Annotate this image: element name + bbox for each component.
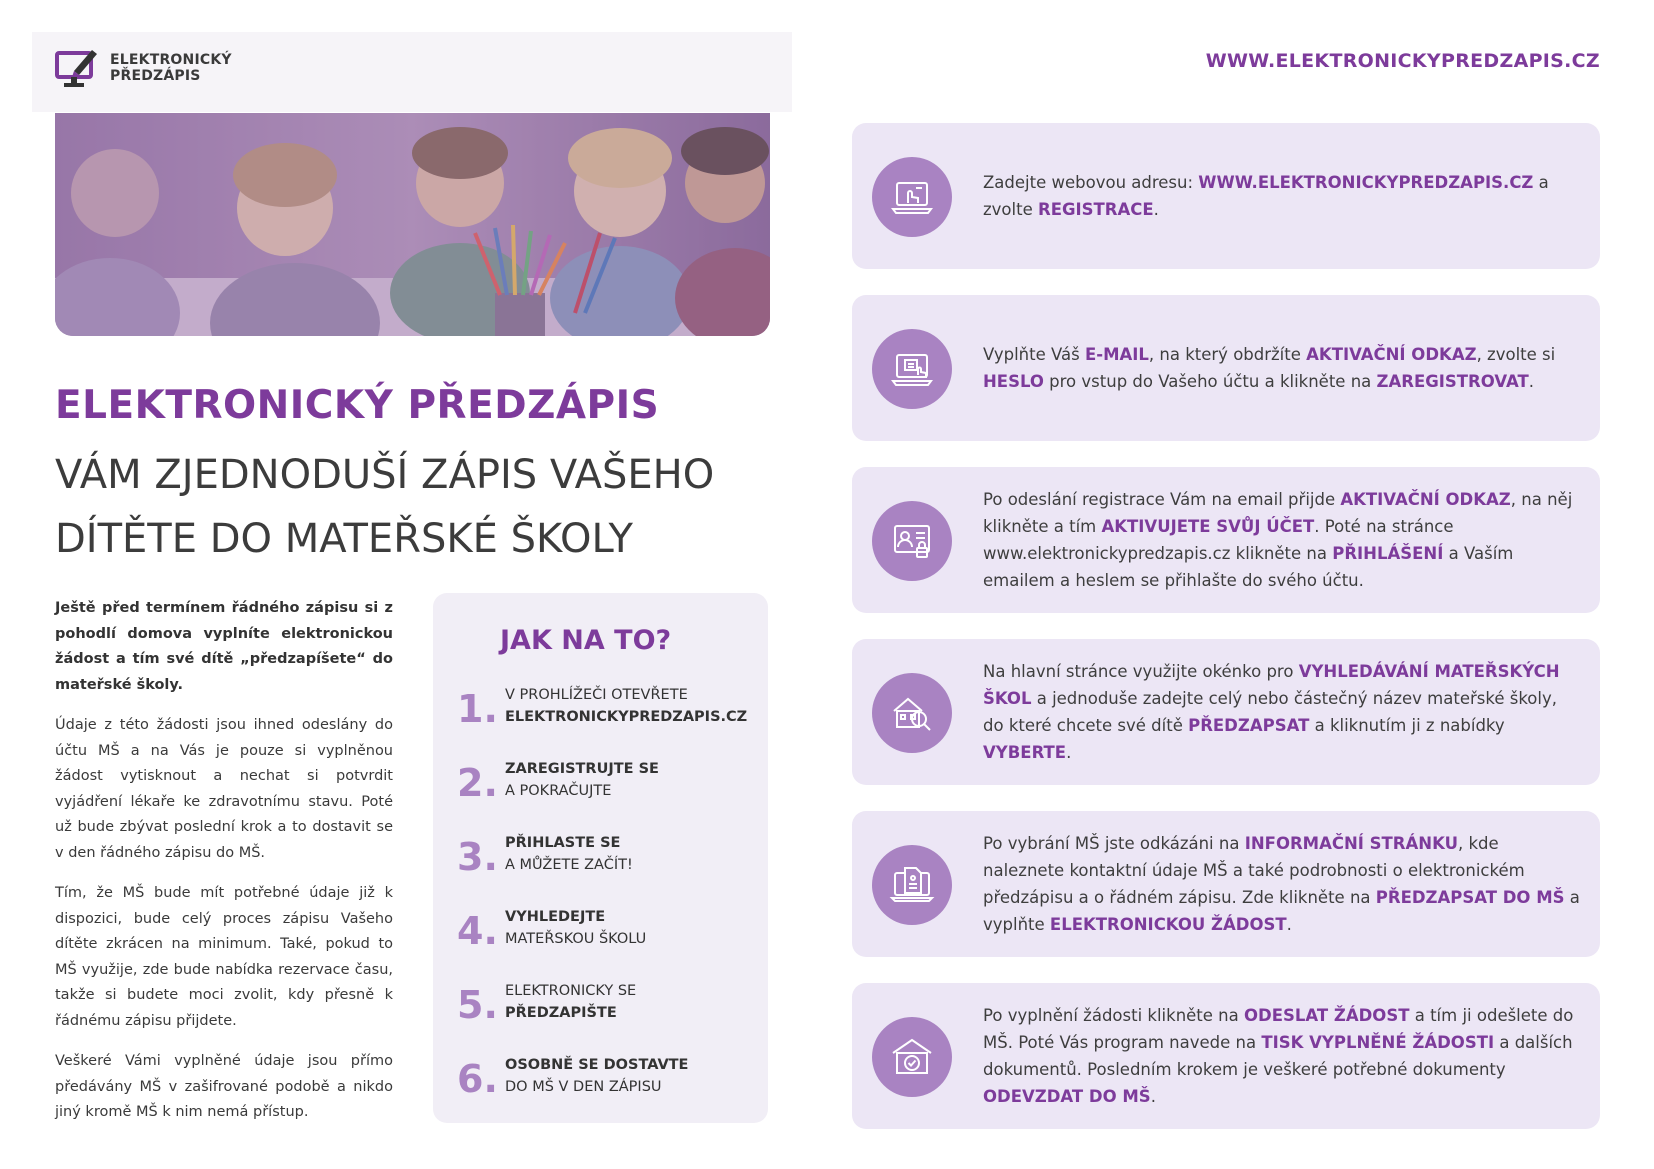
card-text-run: . bbox=[1150, 1087, 1156, 1106]
highlight-text: ZAREGISTROVAT bbox=[1376, 372, 1529, 391]
card-text-run: , kde naleznete kontaktní údaje MŠ a také podrobnosti o elektronickém předzápisu a o řádném zápisu. Zde klikněte na bbox=[983, 834, 1525, 907]
step-3 bbox=[457, 833, 633, 877]
step-line-1: V PROHLÍŽEČI OTEVŘETE bbox=[505, 687, 688, 703]
card-text-run: . Poté na stránce www.elektronickypredzapis.cz klikněte na bbox=[983, 517, 1454, 563]
highlight-text: TISK VYPLNĚNÉ ŽÁDOSTI bbox=[1261, 1033, 1495, 1052]
intro-paragraph-2: Tím, že MŠ bude mít potřebné údaje již k dispozici, bude celý proces zápisu Vašeho dítěte zkrácen na minimum. Také, pokud to MŠ využije, zde bude nabídka rezervace času, takže si budete moci zvolit, kdy přesně k řádnému zápisu přijdete. bbox=[55, 885, 393, 1029]
subtitle-line-2: DÍTĚTE DO MATEŘSKÉ ŠKOLY bbox=[55, 516, 633, 562]
card-text-run: , zvolte si bbox=[1476, 345, 1556, 364]
card-text-run: a zvolte bbox=[983, 173, 1549, 219]
instruction-card-4 bbox=[852, 639, 1600, 785]
step-text bbox=[505, 833, 633, 876]
step-number: 5. bbox=[457, 983, 498, 1027]
card-text-run: . bbox=[1153, 200, 1159, 219]
card-text bbox=[983, 830, 1580, 938]
page-title: ELEKTRONICKÝ PŘEDZÁPIS bbox=[55, 383, 660, 428]
logo-text bbox=[110, 52, 232, 84]
account-lock-icon bbox=[872, 501, 952, 581]
step-number: 6. bbox=[457, 1057, 498, 1101]
highlight-text: ODEVZDAT DO MŠ bbox=[983, 1087, 1151, 1106]
card-text-run: a dalších dokumentů. Posledním krokem je veškeré potřebné dokumenty bbox=[983, 1033, 1573, 1079]
highlight-text: INFORMAČNÍ STRÁNKU bbox=[1244, 834, 1458, 853]
page-subtitle bbox=[55, 443, 775, 571]
card-text-run: , na který obdržíte bbox=[1148, 345, 1307, 364]
step-5 bbox=[457, 981, 636, 1025]
logo-line-2: PŘEDZÁPIS bbox=[110, 68, 201, 84]
intro-paragraph-1: Údaje z této žádosti jsou ihned odeslány do účtu MŠ a na Vás je pouze si vyplněnou žádost vytisknout a nechat si potvrdit vyjádření lékaře ke zdravotnímu stavu. Poté už bude zbývat poslední krok a to dostavit se v den řádného zápisu do MŠ. bbox=[55, 717, 393, 861]
highlight-text: PŘEDZAPSAT bbox=[1188, 716, 1310, 735]
highlight-text: PŘEDZAPSAT DO MŠ bbox=[1375, 888, 1565, 907]
step-line-2: A MŮŽETE ZAČÍT! bbox=[505, 856, 633, 873]
website-url-link[interactable]: WWW.ELEKTRONICKYPREDZAPIS.CZ bbox=[1205, 50, 1600, 72]
card-text-run: Po vyplnění žádosti klikněte na bbox=[983, 1006, 1244, 1025]
card-text-run: a vyplňte bbox=[983, 888, 1580, 934]
step-4 bbox=[457, 907, 646, 951]
instruction-card-6 bbox=[852, 983, 1600, 1129]
step-text bbox=[505, 759, 659, 802]
step-line-2: MATEŘSKOU ŠKOLU bbox=[505, 930, 647, 947]
step-line-1: OSOBNĚ SE DOSTAVTE bbox=[505, 1057, 689, 1073]
card-text-run: pro vstup do Vašeho účtu a klikněte na bbox=[1043, 372, 1377, 391]
school-search-icon bbox=[872, 673, 952, 753]
highlight-text: E-MAIL bbox=[1084, 345, 1149, 364]
card-text-run: a tím ji odešlete do MŠ. Poté Vás program navede na bbox=[983, 1006, 1574, 1052]
step-line-2: A POKRAČUJTE bbox=[505, 782, 612, 799]
highlight-text: AKTIVUJETE SVŮJ ÚČET bbox=[1101, 517, 1315, 536]
card-text-run: a kliknutím ji z nabídky bbox=[1309, 716, 1505, 735]
document-screen-icon bbox=[872, 845, 952, 925]
card-text-run: a Vaším emailem a heslem se přihlašte do svého účtu. bbox=[983, 544, 1514, 590]
instruction-card-3 bbox=[852, 467, 1600, 613]
card-text bbox=[983, 169, 1580, 223]
highlight-text: VYHLEDÁVÁNÍ MATEŘSKÝCH ŠKOL bbox=[983, 662, 1560, 708]
step-number: 1. bbox=[457, 687, 498, 731]
how-to-box bbox=[433, 593, 768, 1123]
step-number: 4. bbox=[457, 909, 498, 953]
card-text-run: , na něj klikněte a tím bbox=[983, 490, 1573, 536]
step-number: 2. bbox=[457, 761, 498, 805]
card-text-run: Po vybrání MŠ jste odkázáni na bbox=[983, 834, 1245, 853]
highlight-text: ELEKTRONICKOU ŽÁDOST bbox=[1049, 915, 1287, 934]
step-text bbox=[505, 1055, 688, 1098]
step-2 bbox=[457, 759, 659, 803]
step-line-2: ELEKTRONICKYPREDZAPIS.CZ bbox=[505, 708, 748, 725]
highlight-text: AKTIVAČNÍ ODKAZ bbox=[1306, 345, 1477, 364]
highlight-text: AKTIVAČNÍ ODKAZ bbox=[1340, 490, 1511, 509]
step-text bbox=[505, 907, 646, 950]
highlight-text: REGISTRACE bbox=[1037, 200, 1154, 219]
instruction-card-5 bbox=[852, 811, 1600, 957]
card-text-run: Na hlavní stránce využijte okénko pro bbox=[983, 662, 1299, 681]
highlight-text: VYBERTE bbox=[983, 743, 1067, 762]
card-text-run: Vyplňte Váš bbox=[983, 345, 1085, 364]
step-line-1: VYHLEDEJTE bbox=[505, 909, 606, 925]
monitor-pen-logo-icon bbox=[54, 44, 102, 92]
laptop-hand-icon bbox=[872, 157, 952, 237]
highlight-text: ODESLAT ŽÁDOST bbox=[1244, 1006, 1410, 1025]
hero-photo-children-drawing bbox=[55, 113, 770, 336]
instruction-card-1 bbox=[852, 123, 1600, 269]
step-6 bbox=[457, 1055, 688, 1099]
registration-form-icon bbox=[872, 329, 952, 409]
school-check-icon bbox=[872, 1017, 952, 1097]
how-to-title: JAK NA TO? bbox=[500, 625, 672, 656]
card-text-run: Po odeslání registrace Vám na email přijde bbox=[983, 490, 1341, 509]
step-1 bbox=[457, 685, 747, 729]
card-text bbox=[983, 341, 1580, 395]
card-text-run: Zadejte webovou adresu: bbox=[983, 173, 1199, 192]
logo-line-1: ELEKTRONICKÝ bbox=[110, 52, 232, 68]
subtitle-line-1: VÁM ZJEDNODUŠÍ ZÁPIS VAŠEHO bbox=[55, 452, 715, 498]
step-line-1: ELEKTRONICKY SE bbox=[505, 983, 637, 999]
card-text bbox=[983, 1002, 1580, 1110]
intro-text bbox=[55, 596, 393, 1141]
card-text-run: . bbox=[1528, 372, 1534, 391]
highlight-text: PŘIHLÁŠENÍ bbox=[1332, 544, 1444, 563]
step-line-2: PŘEDZAPIŠTE bbox=[505, 1004, 617, 1021]
instruction-card-2 bbox=[852, 295, 1600, 441]
step-number: 3. bbox=[457, 835, 498, 879]
logo[interactable] bbox=[54, 44, 232, 92]
card-text-run: a jednoduše zadejte celý nebo částečný název mateřské školy, do které chcete své dítě bbox=[983, 689, 1557, 735]
intro-paragraph-3: Veškeré Vámi vyplněné údaje jsou přímo předávány MŠ v zašifrované podobě a nikdo jiný kromě MŠ k nim nemá přístup. bbox=[55, 1053, 393, 1120]
card-text bbox=[983, 658, 1580, 766]
highlight-text: HESLO bbox=[983, 372, 1044, 391]
step-text bbox=[505, 981, 636, 1024]
step-line-1: PŘIHLASTE SE bbox=[505, 835, 621, 851]
step-line-1: ZAREGISTRUJTE SE bbox=[505, 761, 659, 777]
step-text bbox=[505, 685, 747, 728]
intro-lead: Ještě před termínem řádného zápisu si z pohodlí domova vyplníte elektronickou žádost a tím své dítě „předzapíšete“ do mateřské školy. bbox=[55, 600, 393, 693]
step-line-2: DO MŠ V DEN ZÁPISU bbox=[505, 1078, 662, 1095]
highlight-text: WWW.ELEKTRONICKYPREDZAPIS.CZ bbox=[1198, 173, 1534, 192]
card-text-run: . bbox=[1286, 915, 1292, 934]
card-text bbox=[983, 486, 1580, 594]
card-text-run: . bbox=[1066, 743, 1072, 762]
